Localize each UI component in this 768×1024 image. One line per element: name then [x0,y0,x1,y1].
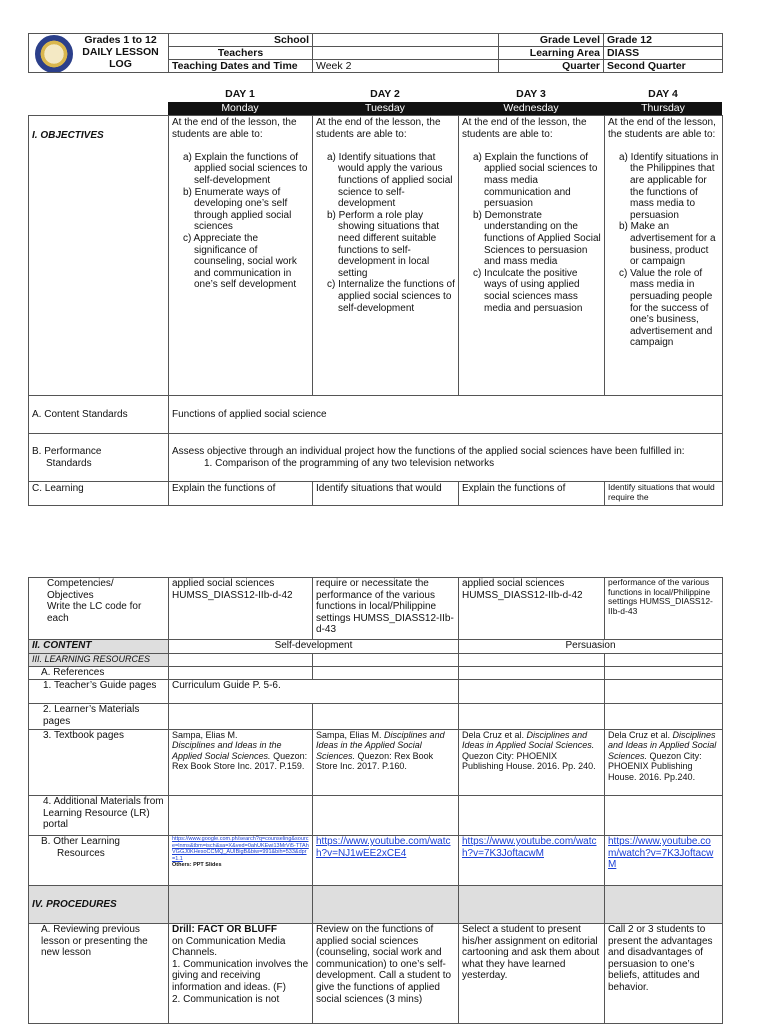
quarter-label: Quarter [499,60,604,73]
drill-title: Drill: FACT OR BLUFF [172,924,277,935]
objective-item: b) Perform a role play showing situations that need different suitable functions to self-development in local setting [327,209,440,279]
lc-day2-part1: Identify situations that would [313,482,459,506]
objective-intro: At the end of the lesson, the students are able to: [462,117,587,140]
objective-list [172,152,309,291]
area-value: DIASS [604,47,723,60]
objective-list [608,152,719,349]
weekday-4: Thursday [641,102,685,114]
review-day2: Review on the functions of applied social sciences (counseling, social work and communication) to one’s self-development. Call a student to give the functions of applied social sciences (3 mins) [313,924,459,1024]
youtube-link[interactable]: https://www.youtube.com/watch?v=7K3JoftacwM [608,836,714,871]
tb-author: Dela Cruz et al. [608,730,671,740]
grade-label: Grade Level [499,34,604,47]
lc-day1-part2: applied social sciences HUMSS_DIASS12-IIb-d-42 [169,578,313,640]
label-line: B. Other Learning [41,836,120,847]
resources-table [28,577,723,1024]
objective-item: c) Inculcate the positive ways of using applied social sciences mass media and persuasion [473,267,583,314]
tb-day3 [459,730,605,796]
tg-label: 1. Teacher’s Guide pages [29,680,169,704]
tg-value: Curriculum Guide P. 5-6. [169,680,459,704]
objective-item: a) Identify situations that would apply the various functions of applied social science to self-development [327,151,453,210]
label-line: Objectives [47,589,94,601]
weekday-3: Wednesday [503,102,559,114]
performance-standards-value [169,434,723,482]
deped-seal-icon [35,35,73,73]
objective-list [316,152,455,314]
other-extra: Others: PPT Slides [172,862,222,868]
objective-item: b) Make an advertisement for a business, product or campaign [619,221,716,268]
tb-rest: Quezon City: PHOENIX Publishing House. 2016. Pp. 240. [462,750,596,772]
lm-label: 2. Learner’s Materials pages [29,704,169,730]
content-standards-value: Functions of applied social science [169,396,723,434]
objectives-day1 [169,116,313,396]
tb-day1 [169,730,313,796]
objective-item: c) Internalize the functions of applied social sciences to self-development [327,279,455,314]
learning-competencies-label: C. Learning [29,482,169,506]
tb-title: Disciplines and Ideas in Applied Social Sciences. [608,730,717,761]
other-label [29,836,169,886]
dates-label: Teaching Dates and Time [169,60,313,73]
label-line: Write the LC code for each [47,601,142,624]
content-label: II. CONTENT [29,640,169,654]
objective-item: b) Enumerate ways of developing one’s self through applied social sciences [183,186,292,233]
area-label: Learning Area [499,47,604,60]
youtube-link[interactable]: https://www.youtube.com/watch?v=7K3JoftacwM [462,836,597,859]
references-label: A. References [29,667,169,680]
label-line: B. Performance [32,445,102,457]
other-day2 [313,836,459,886]
weekday-2: Tuesday [365,102,405,114]
objective-item: c) Appreciate the significance of counseling, social work and communication in one’s self development [183,232,297,291]
tb-day2 [313,730,459,796]
objective-item: a) Identify situations in the Philippines that are applicable for the functions of mass media to persuasion [619,151,719,221]
other-day3 [459,836,605,886]
lc-day3-part1: Explain the functions of [459,482,605,506]
procedures-label: IV. PROCEDURES [29,886,169,924]
content-self-development: Self-development [169,640,459,654]
label-line: Resources [57,847,105,859]
school-value [313,34,499,47]
review-day1 [169,924,313,1024]
review-label: A. Reviewing previous lesson or presenting the new lesson [29,924,169,1024]
lc-label-cont [29,578,169,640]
title-line: LOG [109,58,132,70]
objective-list [462,152,601,314]
day-3-label: DAY 3 [516,88,546,100]
google-link[interactable]: https://www.google.com.ph/search?q=counseling&source=lnms&tbm=isch&sa=X&ved=0ahUKEwi13MrVi5-TTAhVGGJ0KHesoCCMQ_AUIBigB&biw=991&bih=533&dpr=1.1 [172,836,309,862]
school-label: School [169,34,313,47]
objective-intro: At the end of the lesson, the students are able to: [172,117,297,140]
tb-rest: Quezon: Rex Book Store Inc. 2017. P.160. [316,750,434,772]
grade-value: Grade 12 [604,34,723,47]
day-2-label: DAY 2 [370,88,400,100]
objective-intro: At the end of the lesson, the students are able to: [608,117,716,140]
resources-label: III. LEARNING RESOURCES [29,654,169,667]
tb-author: Sampa, Elias M. [316,730,382,740]
performance-text: Assess objective through an individual project how the functions of the applied social sciences have been fulfilled in: [172,445,685,457]
title-line: DAILY LESSON [82,46,159,58]
lc-day1-part1: Explain the functions of [169,482,313,506]
title-cell [29,34,169,73]
quarter-value: Second Quarter [604,60,723,73]
tb-title: Disciplines and Ideas in Applied Social Sciences. [462,730,595,751]
performance-standards-label [29,434,169,482]
objective-item: a) Explain the functions of applied social sciences to mass media communication and persuasion [473,151,598,210]
tb-author: Sampa, Elias M. [172,730,238,740]
label-line: Standards [46,457,92,469]
tb-rest: Quezon City: PHOENIX Publishing House. 2016. Pp.240. [608,750,702,782]
other-day4 [605,836,723,886]
objective-item: a) Explain the functions of applied social sciences to self-development [183,151,308,186]
tb-title: Disciplines and Ideas in the Applied Social Sciences. [172,740,282,761]
objectives-label: I. OBJECTIVES [29,116,169,396]
objectives-day2 [313,116,459,396]
lc-day4-part2: performance of the various functions in local/Philippine settings HUMSS_DIASS12-IIb-d-43 [605,578,723,640]
youtube-link[interactable]: https://www.youtube.com/watch?v=NJ1wEE2xCE4 [316,836,451,859]
content-standards-label: A. Content Standards [29,396,169,434]
objective-intro: At the end of the lesson, the students are able to: [316,117,441,140]
additional-label: 4. Additional Materials from Learning Resource (LR) portal [29,796,169,836]
title-line: Grades 1 to 12 [84,34,157,46]
review-day4: Call 2 or 3 students to present the advantages and disadvantages of persuasion to one’s beliefs, attitudes and behavior. [605,924,723,1024]
tb-rest: Quezon: Rex Book Store Inc. 2017. P.159. [172,750,308,772]
label-line: Competencies/ [47,578,114,589]
drill-line: 1. Communication involves the giving and receiving information and ideas. (F) [172,958,309,993]
objectives-table [28,115,723,506]
weekday-band [168,102,722,115]
objective-item: c) Value the role of mass media in persuading people for the success of one’s business, advertisement and campaign [619,267,713,349]
teachers-value [313,47,499,60]
teachers-label: Teachers [169,47,313,60]
header-table [28,33,723,73]
content-persuasion: Persuasion [459,640,723,654]
day-4-label: DAY 4 [648,88,678,100]
lc-day2-part2: require or necessitate the performance of the various functions in local/Philippine settings HUMSS_DIASS12-IIb-d-43 [313,578,459,640]
review-day3: Select a student to present his/her assignment on editorial cartooning and ask them about what they have learned yesterday. [459,924,605,1024]
day-1-label: DAY 1 [225,88,255,100]
drill-line: on Communication Media Channels. [172,935,286,959]
tb-day4 [605,730,723,796]
other-day1 [169,836,313,886]
lc-day4-part1: Identify situations that would require the [605,482,723,506]
objectives-day3 [459,116,605,396]
objectives-day4 [605,116,723,396]
drill-line: 2. Communication is not [172,993,280,1005]
objective-item: b) Demonstrate understanding on the functions of Applied Social Sciences to persuasion and mass media [473,209,601,268]
weekday-1: Monday [221,102,259,114]
tb-title: Disciplines and Ideas in the Applied Social Sciences. [316,730,445,761]
tb-label: 3. Textbook pages [29,730,169,796]
tb-author: Dela Cruz et al. [462,730,525,740]
performance-item: 1. Comparison of the programming of any two television networks [204,457,495,469]
lc-day3-part2: applied social sciences HUMSS_DIASS12-IIb-d-42 [459,578,605,640]
dates-value: Week 2 [313,60,499,73]
